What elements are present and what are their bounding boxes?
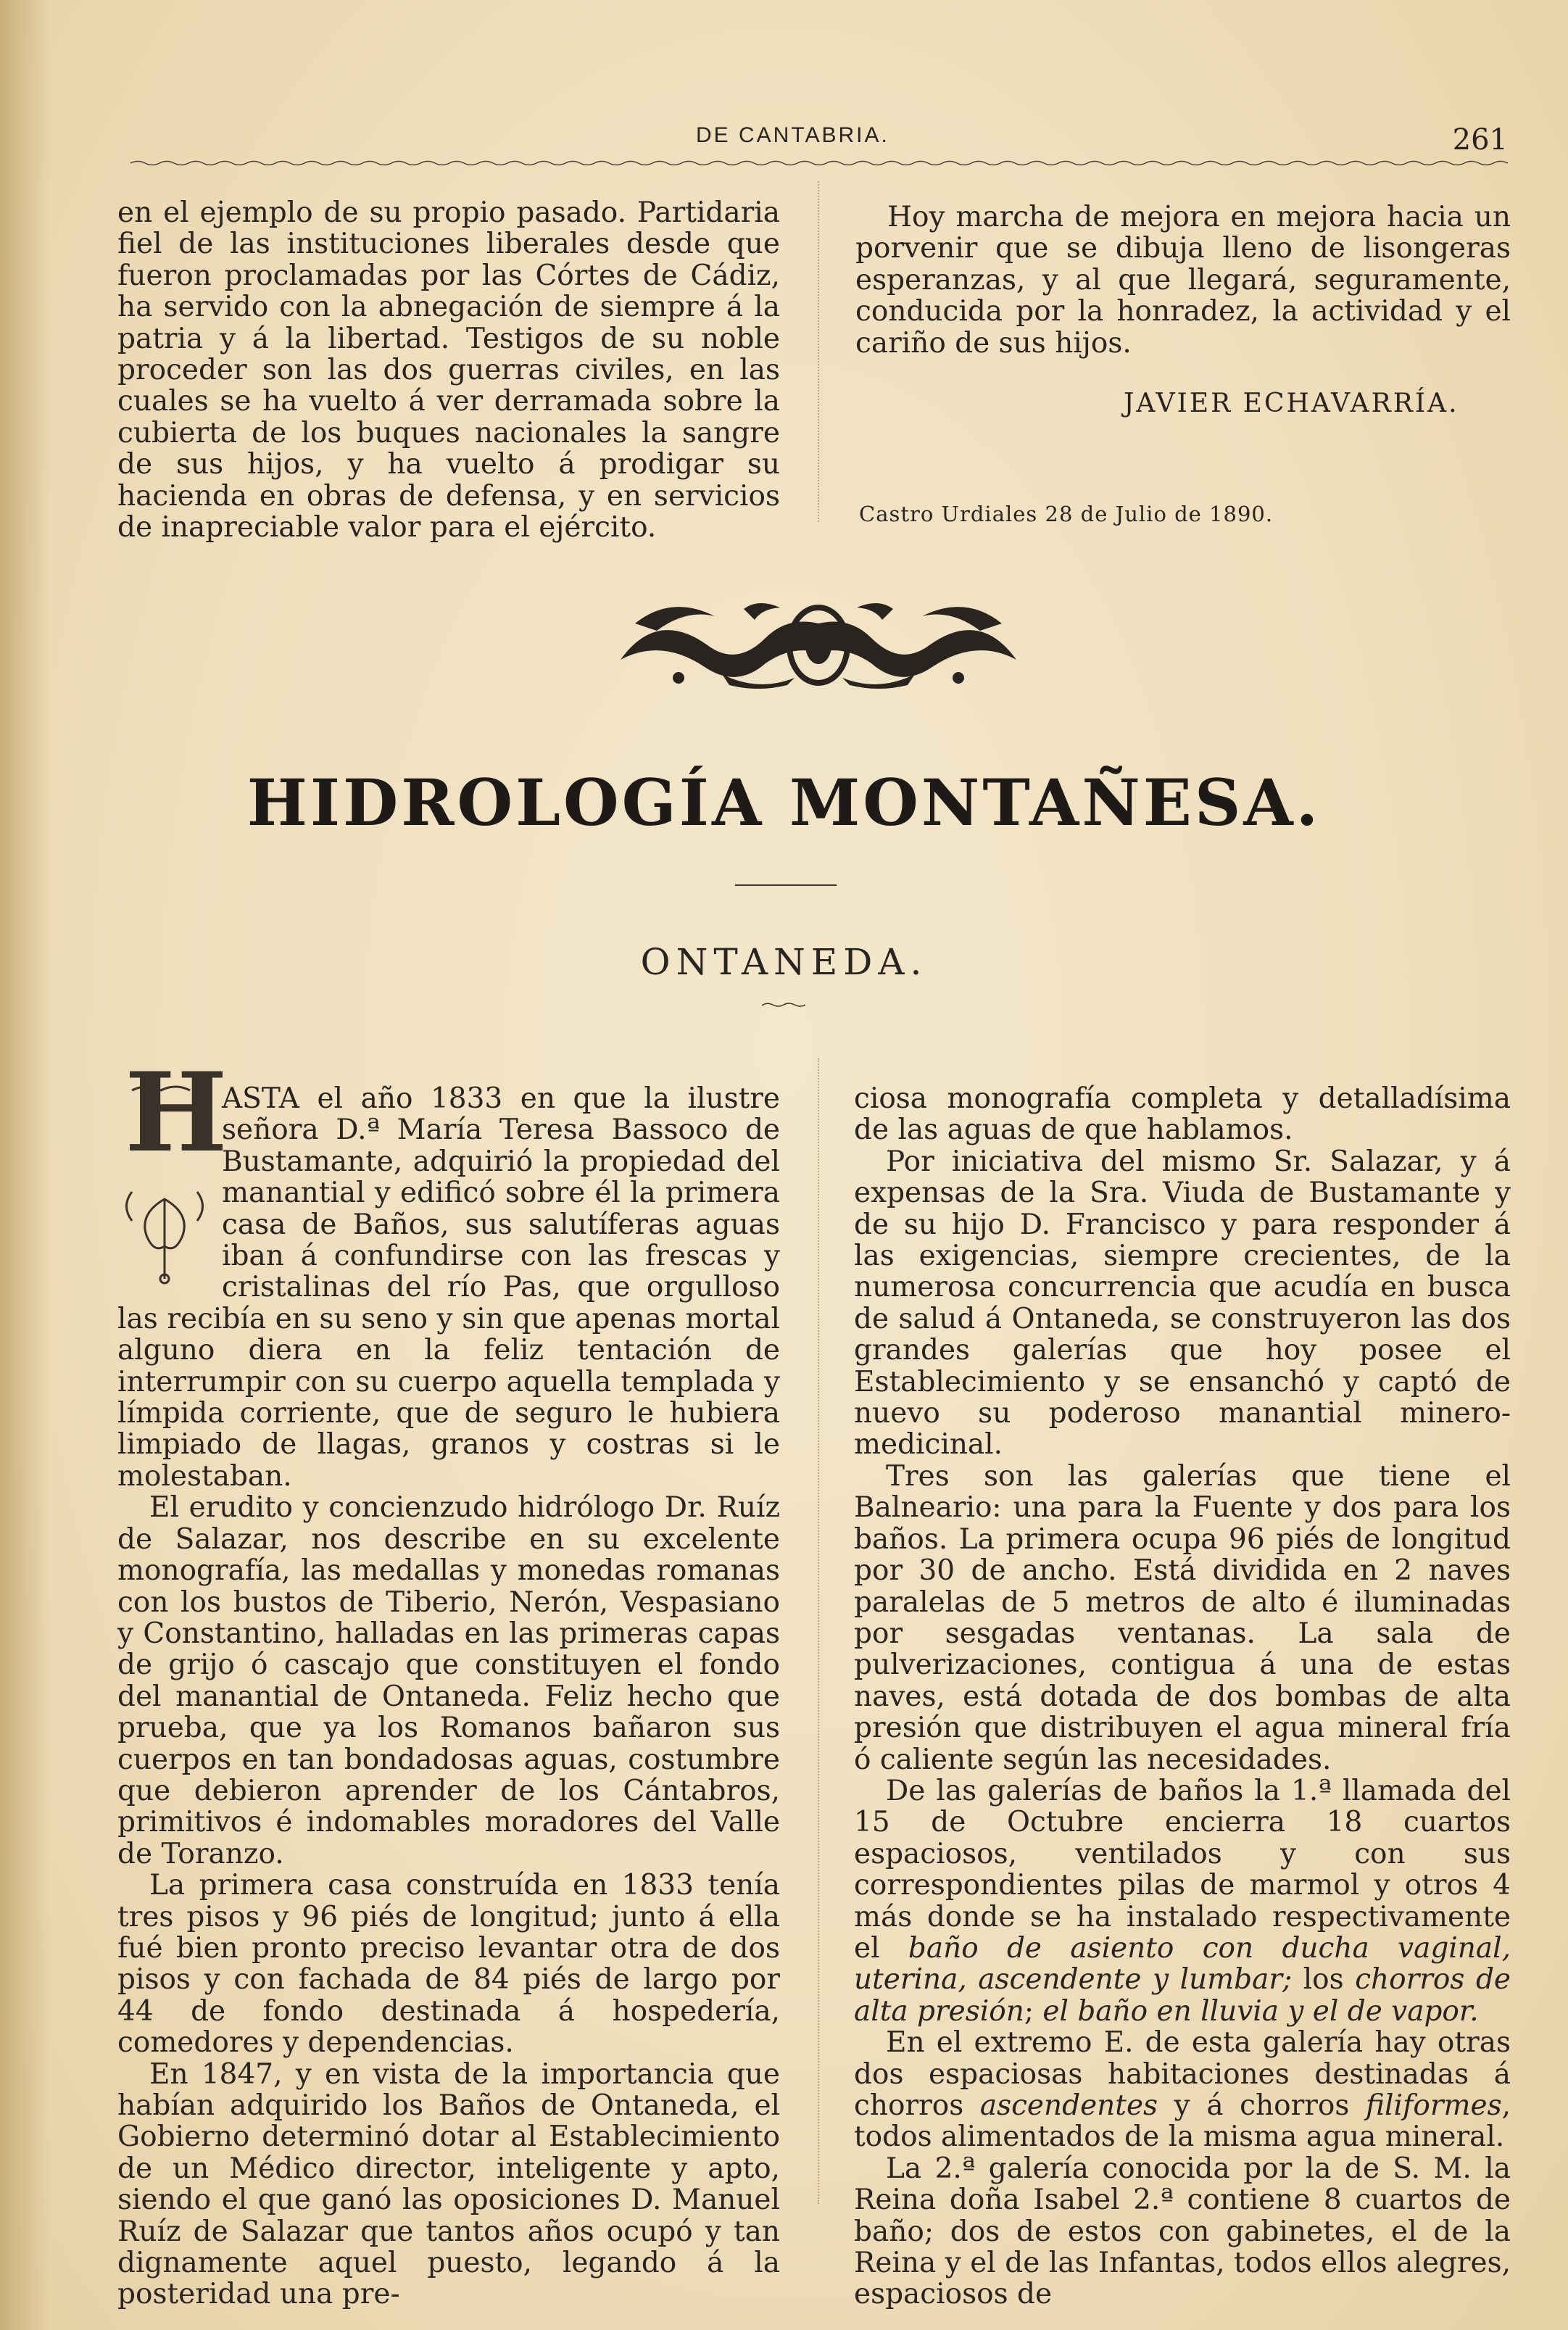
article-paragraph: La primera casa construída en 1833 tenía tres pisos y 96 piés de longitud; junto á ella fué bien pronto preciso levantar otra de dos pisos y con fachada de 84 piés de largo por 44 de fondo destinada á hospedería, comedores y dependencias. (117, 1869, 780, 2060)
text-run: En el extremo E. de esta galería hay otras dos espaciosas habitaciones destinadas á chorros (854, 2026, 1511, 2122)
article-paragraph: Por iniciativa del mismo Sr. Salazar, y á expensas de la Sra. Viuda de Bustamante y de su hijo D. Francisco y para responder á las exigencias, siempre crecientes, de la numerosa concurrencia que acudía en busca de salud á Ontaneda, se construyeron las dos grandes galerías que hoy posee el Establecimiento y se ensanchó y captó de nuevo su poderoso manantial minero-medicinal. (854, 1145, 1511, 1462)
decorative-ornament-icon (613, 594, 1024, 692)
text-run: De las galerías de baños la 1.ª llamada del 15 de Octubre encierra 18 cuartos espaciosos, ventilados y con sus correspondientes pilas de marmol y otros 4 más donde se ha instalado respectivamente el (854, 1774, 1511, 1965)
column-divider-bottom (818, 1058, 819, 2204)
running-title: DE CANTABRIA. (696, 123, 889, 147)
subtitle-ornament (762, 1002, 805, 1008)
top-left-column (117, 197, 780, 543)
column-divider-top (818, 181, 819, 522)
article-right-column (854, 1083, 1511, 2310)
article-paragraph (854, 1775, 1511, 2027)
author-signature: JAVIER ECHAVARRÍA. (1124, 389, 1459, 418)
text-run: los (1292, 1963, 1356, 1997)
article-paragraph: La 2.ª galería conocida por la de S. M. la Reina doña Isabel 2.ª contiene 8 cuartos de baño; dos de estos con gabinetes, el de la Reina y el de las Infantas, todos ellos alegres, espaciosos de (854, 2152, 1511, 2311)
article-paragraph: Tres son las galerías que tiene el Balneario: una para la Fuente y dos para los baños. La primera ocupa 96 piés de longitud por 30 de ancho. Está dividida en 2 naves paralelas de 5 metros de alto é iluminadas por sesgadas ventanas. La sala de pulverizaciones, contigua á una de estas naves, está dotada de dos bombas de alta presión que distribuyen el agua mineral fría ó caliente según las necesidades. (854, 1459, 1511, 1776)
text-run: , todos alimentados de la misma agua mineral. (854, 2089, 1511, 2154)
drop-cap (117, 1049, 228, 1286)
article-title: HIDROLOGÍA MONTAÑESA. (246, 765, 1322, 840)
dateline: Castro Urdiales 28 de Julio de 1890. (859, 502, 1274, 526)
text-run: y á chorros (1158, 2089, 1366, 2122)
article-paragraph (854, 2027, 1511, 2153)
article-paragraph: ciosa monografía completa y detalladísima de las aguas de que hablamos. (854, 1082, 1511, 1147)
page-edge-shadow (0, 0, 51, 2330)
article-paragraph: El erudito y concienzudo hidrólogo Dr. Ruíz de Salazar, nos describe en su excelente monografía, las medallas y monedas romanas con los bustos de Tiberio, Nerón, Vespasiano y Constantino, halladas en las primeras capas de grijo ó cascajo que constituyen el fondo del manantial de Ontaneda. Feliz hecho que prueba, que ya los Romanos bañaron sus cuerpos en tan bondadosas aguas, costumbre que debieron aprender de los Cántabros, primitivos é indomables moradores del Valle de Toranzo. (117, 1491, 780, 1870)
article-left-column (117, 1049, 780, 2311)
top-right-paragraph: Hoy marcha de mejora en mejora hacia un porvenir que se dibuja lleno de lisongeras esperanzas, y al que llegará, seguramente, conducida por la honradez, la actividad y el cariño de sus hijos. (855, 201, 1511, 360)
top-left-paragraph: en el ejemplo de su propio pasado. Partidaria fiel de las instituciones liberales desde que fueron proclamadas por las Córtes de Cádiz, ha servido con la abnegación de siempre á la patria y á la libertad. Testigos de su noble proceder son las dos guerras civiles, en las cuales se ha vuelto á ver derramada sobre la cubierta de los buques nacionales la sangre de sus hijos, y ha vuelto á prodigar su hacienda en obras de defensa, y en servicios de inapreciable valor para el ejército. (117, 196, 780, 544)
article-subtitle: ONTANEDA. (640, 941, 928, 983)
italic-text: baño de asiento con ducha vaginal, uterina, ascendente y lumbar; (854, 1931, 1511, 1997)
italic-text: el baño en lluvia y el de vapor. (1042, 1994, 1479, 2028)
article-paragraph: ASTA el año 1833 en que la ilustre señora D.ª María Teresa Bassoco de Bustamante, adquirió la propiedad del manantial y edificó sobre él la primera casa de Baños, sus salutíferas aguas iban á confundirse con las frescas y cristalinas del río Pas, que orgulloso las recibía en su seno y sin que apenas mortal alguno diera en la feliz tentación de interrumpir con su cuerpo aquella templada y límpida corriente, que de seguro le hubiera limpiado de llagas, granos y costras si le molestaban. (117, 1082, 780, 1493)
text-run: ; (1024, 1994, 1043, 2028)
drop-cap-letter: H (125, 1049, 228, 1177)
italic-text: chorros de alta presión (854, 1963, 1511, 2028)
title-rule (735, 884, 837, 886)
page-number: 261 (1452, 123, 1508, 157)
top-right-column (855, 202, 1511, 359)
article-paragraph: En 1847, y en vista de la importancia que habían adquirido los Baños de Ontaneda, el Gobierno determinó dotar al Establecimiento de un Médico director, inteligente y apto, siendo el que ganó las oposiciones D. Manuel Ruíz de Salazar que tantos años ocupó y tan dignamente aquel puesto, legando á la posteridad una pre- (117, 2057, 780, 2311)
italic-text: filiformes (1366, 2089, 1502, 2122)
header-wavy-rule (130, 159, 1508, 167)
italic-text: ascendentes (979, 2089, 1158, 2122)
